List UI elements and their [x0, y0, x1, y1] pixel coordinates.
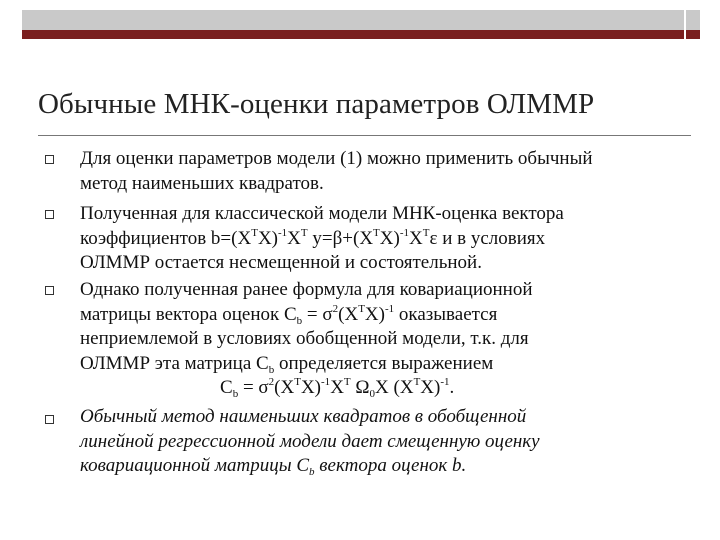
- formula-text: (X: [274, 377, 295, 398]
- formula-sub: 0: [369, 388, 376, 400]
- formula-text: X: [330, 377, 344, 398]
- item1-line1: Для оценки параметров модели (1) можно применить обычный: [80, 148, 593, 169]
- item2-text: y=β+(X: [307, 227, 374, 249]
- slide-title: Обычные МНК-оценки параметров ОЛММР: [38, 88, 595, 120]
- item4-line1: Обычный метод наименьших квадратов в обобщенной: [80, 406, 527, 427]
- item3-text: X): [364, 303, 385, 325]
- item3-line2: [80, 303, 692, 328]
- bullet-square-icon: [45, 210, 54, 219]
- item2-text: коэффициентов b=(X: [80, 227, 252, 249]
- item3-line3: неприемлемой в условиях обобщенной модели, т.к. для: [80, 328, 529, 349]
- list-item-2: [80, 202, 692, 276]
- formula-text: Ω: [350, 377, 370, 398]
- item4-line3: [80, 454, 692, 479]
- item4-line2: линейной регрессионной модели дает смещенную оценку: [80, 430, 540, 452]
- header-corner-red: [686, 30, 700, 39]
- formula-sup: T: [413, 376, 421, 388]
- item3-text: матрицы вектора оценок C: [80, 303, 297, 325]
- item1-line2: метод наименьших квадратов.: [80, 172, 324, 194]
- item2-text: X: [287, 227, 301, 249]
- item2-text: X: [409, 227, 423, 249]
- item2-line1: Полученная для классической модели МНК-оценка вектора: [80, 203, 564, 224]
- list-item-4: [80, 405, 692, 479]
- item2-line3: ОЛММР остается несмещенной и состоятельной.: [80, 252, 482, 273]
- item3-sup: T: [358, 302, 365, 315]
- formula-text: X): [300, 377, 322, 398]
- item3-sub: b: [296, 314, 303, 327]
- item3-text: оказывается: [394, 303, 498, 325]
- item3-sup: 2: [332, 302, 339, 315]
- list-item-1: [80, 147, 692, 196]
- item4-sub: b: [309, 466, 315, 478]
- item2-sup: -1: [399, 226, 410, 239]
- formula-sup: -1: [440, 376, 450, 388]
- formula-sup: -1: [321, 376, 331, 388]
- item3-line4: [80, 352, 692, 377]
- item3-text: (X: [338, 303, 359, 325]
- item3-sup: -1: [384, 302, 395, 315]
- header-corner-gray: [686, 10, 700, 30]
- item4-text: ковариационной матрицы C: [80, 455, 310, 476]
- item3-text: ОЛММР эта матрица C: [80, 352, 269, 374]
- item3-sub: b: [268, 363, 275, 376]
- formula-sup: T: [294, 376, 301, 388]
- item2-text: X): [379, 227, 400, 249]
- bullet-square-icon: [45, 286, 54, 295]
- item4-text: вектора оценок b.: [314, 455, 467, 476]
- bullet-square-icon: [45, 155, 54, 164]
- formula-text: .: [449, 377, 455, 398]
- item2-sup: T: [251, 226, 258, 239]
- item3-formula: [80, 376, 692, 401]
- item2-sup: T: [300, 226, 308, 239]
- item3-text: = σ: [302, 303, 333, 325]
- formula-text: X): [420, 377, 441, 398]
- item3-text: определяется выражением: [274, 352, 494, 374]
- item3-line1: Однако полученная ранее формула для ковариационной: [80, 279, 533, 300]
- item2-sup: T: [422, 226, 430, 239]
- item2-text: ε и в условиях: [429, 227, 546, 249]
- item2-sup: T: [373, 226, 380, 239]
- formula-text: X (X: [375, 377, 414, 398]
- formula-sup: 2: [268, 376, 275, 388]
- header-decor-bar: [22, 10, 684, 39]
- formula-text: C: [220, 377, 233, 398]
- bullet-square-icon: [45, 415, 54, 424]
- item2-line2: [80, 227, 692, 252]
- item2-text: X): [257, 227, 278, 249]
- formula-sup: T: [343, 376, 351, 388]
- item2-sup: -1: [278, 226, 288, 239]
- list-item-3: [80, 278, 692, 401]
- title-divider: [38, 135, 691, 136]
- formula-sub: b: [232, 388, 239, 400]
- formula-text: = σ: [238, 377, 269, 398]
